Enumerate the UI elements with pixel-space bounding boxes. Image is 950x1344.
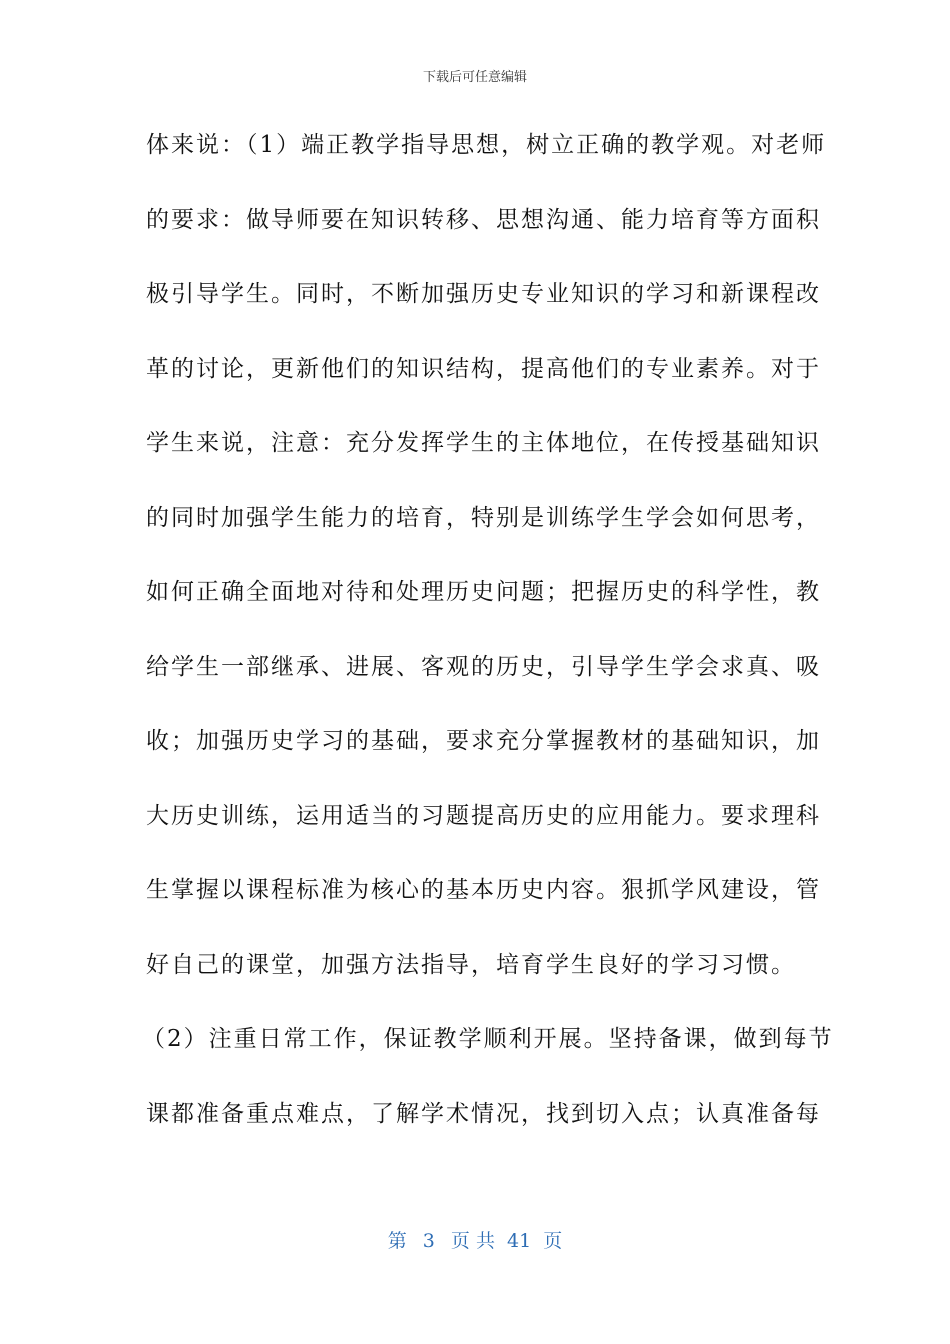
text-line: 收；加强历史学习的基础，要求充分掌握教材的基础知识，加	[146, 728, 821, 754]
text-line: 生掌握以课程标准为核心的基本历史内容。狠抓学风建设，管	[146, 877, 821, 903]
text-line: 课都准备重点难点，了解学术情况，找到切入点；认真准备每	[146, 1100, 821, 1127]
text-line: 大历史训练，运用适当的习题提高历史的应用能力。要求理科	[146, 802, 821, 829]
text-line: 给学生一部继承、进展、客观的历史，引导学生学会求真、吸	[146, 653, 821, 680]
text-line: 极引导学生。同时，不断加强历史专业知识的学习和新课程改	[146, 281, 821, 307]
page-label-suffix: 页	[543, 1230, 563, 1252]
text-line: 如何正确全面地对待和处理历史问题；把握历史的科学性，教	[146, 579, 821, 605]
document-body	[142, 119, 834, 1162]
text-line: 体来说：（1）端正教学指导思想，树立正确的教学观。对老师	[146, 132, 827, 158]
text-line: 革的讨论，更新他们的知识结构，提高他们的专业素养。对于	[146, 355, 821, 382]
text-line: 学生来说，注意：充分发挥学生的主体地位，在传授基础知识	[146, 430, 821, 456]
total-page-number: 41	[507, 1230, 532, 1252]
page-label-prefix: 第	[387, 1230, 407, 1252]
text-line: 好自己的课堂，加强方法指导，培育学生良好的学习习惯。	[146, 951, 796, 978]
page-header: 下载后可任意编辑	[422, 70, 527, 85]
current-page-number: 3	[422, 1230, 435, 1252]
text-line: 的要求：做导师要在知识转移、思想沟通、能力培育等方面积	[146, 206, 821, 233]
text-line: （2）注重日常工作，保证教学顺利开展。坚持备课，做到每节	[142, 1026, 834, 1052]
page-footer	[0, 1226, 950, 1253]
page-label-middle: 页 共	[450, 1230, 495, 1252]
text-line: 的同时加强学生能力的培育，特别是训练学生学会如何思考，	[146, 504, 821, 531]
